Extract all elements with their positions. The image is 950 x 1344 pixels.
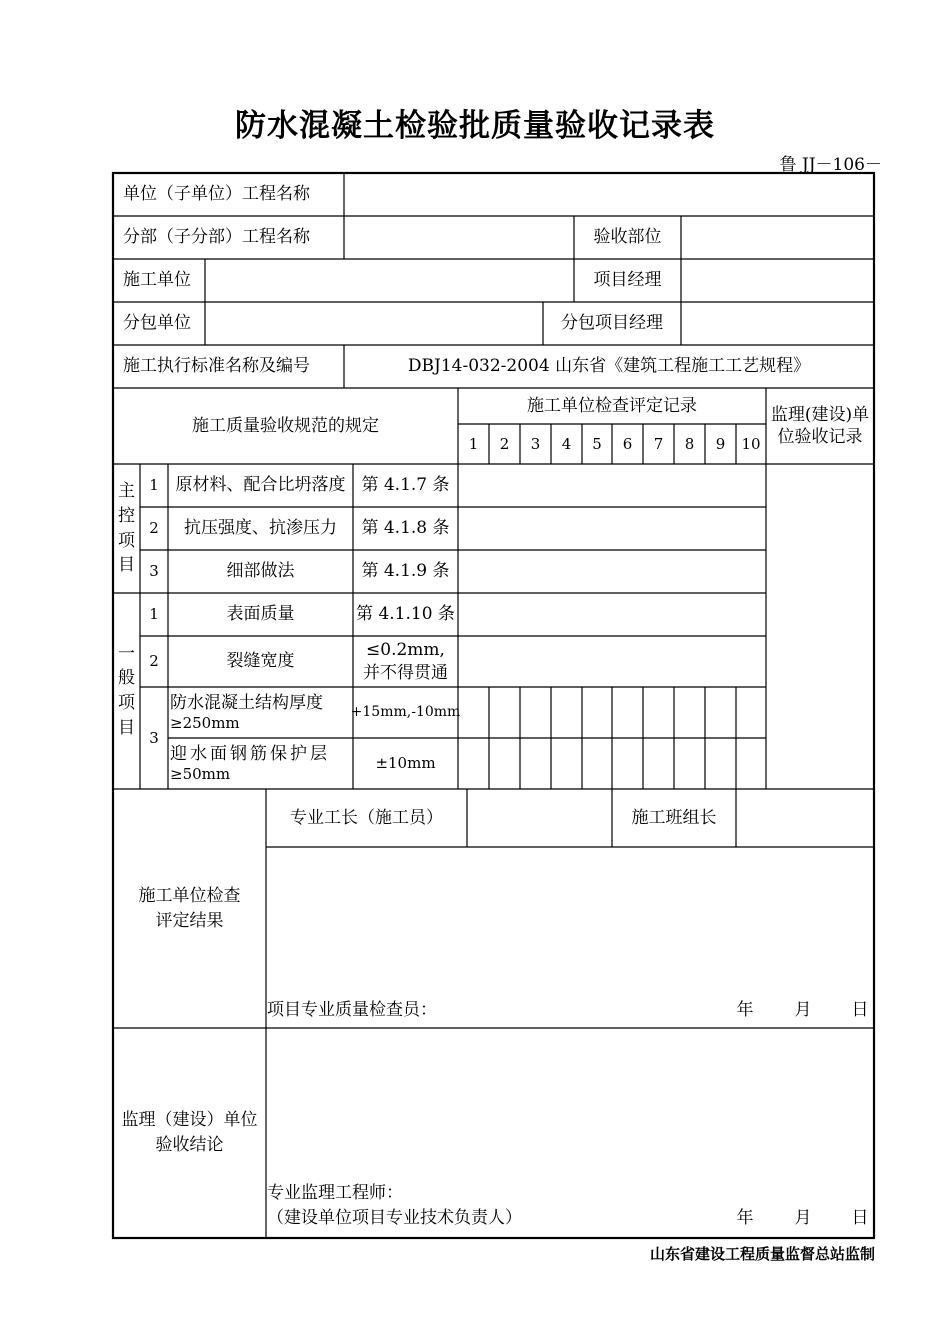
item-name: 细部做法 [226, 561, 295, 582]
label-line: 施工单位检查 [138, 885, 241, 906]
item-number: 3 [149, 562, 159, 581]
form-code: 鲁 JJ－106－ [779, 155, 882, 175]
item-name: 抗压强度、抗渗压力 [184, 518, 337, 539]
construction-unit-label: 施工单位 [123, 270, 191, 291]
label-line: 监理（建设）单位 [121, 1110, 258, 1131]
item-name-line: 防水混凝土结构厚度 [170, 692, 323, 713]
owner-tech-lead-label: （建设单位项目专业技术负责人） [267, 1207, 522, 1228]
item-clause [353, 636, 458, 687]
item-number: 2 [149, 652, 159, 671]
item-clause: 第 4.1.7 条 [361, 475, 450, 496]
day-label: 日 [851, 999, 869, 1020]
item-name [168, 738, 353, 789]
item-name-line: ≥50mm [170, 764, 231, 783]
item-tolerance: +15mm,-10mm [350, 704, 461, 721]
supervision-record-label: 监理(建设)单位验收记录 [770, 404, 870, 447]
sub-project-label: 分部（子分部）工程名称 [123, 227, 310, 248]
acceptance-part-label: 验收部位 [593, 227, 662, 248]
label-line: 评定结果 [155, 910, 224, 931]
item-number: 2 [149, 519, 159, 538]
supervision-result-field[interactable] [266, 1028, 874, 1178]
item-name: 表面质量 [226, 604, 295, 625]
year-label: 年 [736, 999, 754, 1020]
column-header: 6 [622, 434, 633, 453]
construction-unit-field[interactable] [205, 259, 574, 302]
check-record-label: 施工单位检查评定记录 [527, 395, 697, 416]
standard-value: DBJ14-032-2004 山东省《建筑工程施工工艺规程》 [407, 356, 811, 377]
day-label: 日 [851, 1207, 869, 1228]
general-items-group-label: 一般项目 [118, 643, 135, 738]
item-tolerance: ±10mm [375, 754, 436, 773]
month-label: 月 [794, 999, 812, 1020]
project-manager-field[interactable] [681, 259, 874, 302]
item-number: 3 [149, 728, 159, 747]
item-number: 1 [149, 476, 159, 495]
sub-project-field[interactable] [344, 216, 574, 259]
project-manager-label: 项目经理 [593, 270, 662, 291]
item-number: 1 [149, 605, 159, 624]
supervision-result-label [113, 1028, 266, 1238]
team-leader-label: 施工班组长 [631, 807, 717, 828]
clause-line: 并不得贯通 [363, 662, 448, 683]
column-header: 10 [741, 434, 761, 453]
column-header: 2 [499, 434, 510, 453]
spec-label: 施工质量验收规范的规定 [192, 415, 379, 436]
column-header: 8 [684, 434, 695, 453]
clause-line: ≤0.2mm, [366, 640, 445, 661]
item-name: 裂缝宽度 [226, 651, 295, 672]
unit-project-label: 单位（子单位）工程名称 [123, 184, 310, 205]
column-header: 4 [561, 434, 572, 453]
supervision-engineer-label: 专业监理工程师： [267, 1182, 403, 1203]
item-name: 原材料、配合比坍落度 [175, 475, 346, 496]
main-items-group-label: 主控项目 [118, 481, 135, 576]
item-name-line: 迎水面钢筋保护层 [170, 743, 330, 764]
item-name [168, 687, 353, 738]
item-name-line: ≥250mm [170, 713, 240, 732]
team-leader-field[interactable] [736, 789, 874, 847]
standard-label: 施工执行标准名称及编号 [123, 356, 310, 377]
column-header: 7 [653, 434, 664, 453]
subcontract-unit-label: 分包单位 [123, 313, 191, 334]
unit-project-field[interactable] [344, 173, 874, 216]
month-label: 月 [794, 1207, 812, 1228]
foreman-label: 专业工长（施工员） [290, 807, 443, 828]
year-label: 年 [736, 1207, 754, 1228]
item-clause: 第 4.1.8 条 [361, 518, 450, 539]
foreman-field[interactable] [467, 789, 612, 847]
contractor-result-label [113, 789, 266, 1028]
label-line: 验收结论 [155, 1135, 224, 1155]
column-header: 1 [468, 434, 479, 453]
column-header: 5 [592, 434, 602, 453]
footer-issuer: 山东省建设工程质量监督总站监制 [649, 1245, 875, 1263]
subcontract-manager-label: 分包项目经理 [561, 313, 663, 334]
item-clause: 第 4.1.10 条 [356, 604, 455, 625]
acceptance-part-field[interactable] [681, 216, 874, 259]
column-header: 3 [530, 434, 541, 453]
subcontract-manager-field[interactable] [681, 302, 874, 345]
column-header: 9 [715, 434, 726, 453]
item-clause: 第 4.1.9 条 [361, 561, 450, 582]
subcontract-unit-field[interactable] [205, 302, 543, 345]
contractor-result-field[interactable] [266, 847, 874, 987]
page-title: 防水混凝土检验批质量验收记录表 [235, 108, 715, 144]
inspector-label: 项目专业质量检查员： [267, 999, 437, 1020]
